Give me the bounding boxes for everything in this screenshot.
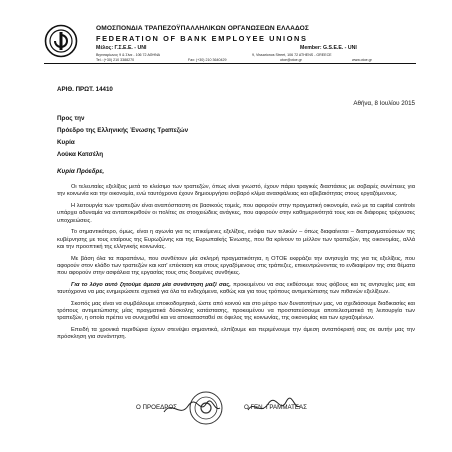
paragraph-6: Σκοπός μας είναι να συμβάλουμε εποικοδομητικά, ώστε από κοινού και στο μέτρο των δυνατοτήτων μας, να σχεδιάσουμε διαδικασίες και τρόπους αντιμετώπισης μίας πραγματικά δύσκολης κατάστασης, προκειμένου να προστατεύσουμε αποτελεσματικά τη λειτουργία των τραπεζών, η οποία πρέπει να συνεχισθεί και να αποκατασταθεί σε όφελος της κοινωνίας, της οικονομίας και των εργαζομένων. — [57, 300, 415, 322]
meeting-request-bold: Για το λόγο αυτό ζητούμε άμεσα μία συνάντηση μαζί σας, — [71, 281, 231, 288]
website: www.otoe.gr — [352, 58, 372, 62]
recipient-line-2: Πρόεδρο της Ελληνικής Ένωσης Τραπεζών — [57, 127, 189, 134]
address-greek: Βησσαρίωνος 9 & Σίνα - 106 72 ΑΘΗΝΑ — [96, 53, 161, 57]
president-title: Ο ΠΡΟΕΔΡΟΣ — [136, 404, 177, 411]
paragraph-5-rest: προκειμένου να σας εκθέσουμε τους φόβους και τις ανησυχίες μας και ταυτόχρονα να μας ενημερώσετε σχετικά για όλα τα ενδεχόμενα, καθώς και για τους τρόπους αντιμετώπισης των πιθανών εξελίξεων. — [57, 281, 415, 296]
recipient-line-3: Κυρία — [57, 139, 75, 146]
address-english: 9, Vissarionos Street, 106 72 ATHENS - GREECE — [252, 53, 332, 57]
protocol-number: ΑΡΙΘ. ΠΡΩΤ. 14410 — [57, 86, 113, 93]
email-address: otoe@otoe.gr — [280, 58, 302, 62]
general-secretary-title: Ο ΓΕΝ. ΓΡΑΜΜΑΤΕΑΣ — [244, 404, 308, 411]
paragraph-2: Η λειτουργία των τραπεζών είναι αναπόσπαστη σε βασικούς τομείς, που αφορούν στην πραγματική οικονομία, ενώ με τα capital controls υπάρχει αδυναμία να ανταποκριθούν οι πολίτες σε στοιχειώδεις ανάγκες, που αφορούν στην καθημερινότητά τους και σε διάφορες τρέχουσες υποχρεώσεις. — [57, 202, 415, 224]
paragraph-7: Επειδή τα χρονικά περιθώρια έχουν στενέψει σημαντικά, ελπίζουμε και περιμένουμε την άμεση ανταπόκρισή σας σε αυτήν μας την πρόσκληση για συνάντηση. — [57, 327, 415, 341]
fax-number: Fax: (+30) 210 3640429 — [188, 58, 227, 62]
recipient-line-4: Λούκα Κατσέλη — [57, 151, 104, 158]
handwritten-signatures — [162, 396, 302, 420]
letter-body — [57, 184, 415, 346]
org-name-greek: ΟΜΟΣΠΟΝΔΙΑ ΤΡΑΠΕΖΟΫΠΑΛΛΗΛΙΚΩΝ ΟΡΓΑΝΩΣΕΩΝ ΕΛΛΑΔΟΣ — [96, 25, 309, 32]
recipient-line-1: Προς την — [57, 115, 85, 122]
letter-date: Αθήνα, 8 Ιουλίου 2015 — [353, 100, 415, 107]
letterhead-divider — [44, 63, 416, 64]
salutation: Κυρία Πρόεδρε, — [57, 168, 105, 175]
paragraph-3: Το σημαντικότερο, όμως, είναι η αγωνία για τις επικείμενες εξελίξεις, ενόψει των τελικών – όπως διαφαίνεται – διαπραγματεύσεων της κυβέρνησης με τους εταίρους της Ευρωζώνης και της Ευρωπαϊκής Ένωσης, που θα κρίνουν το μέλλον των τραπεζών, της οικονομίας, αλλά και την προοπτική της ελληνικής κοινωνίας. — [57, 229, 415, 250]
org-name-english: FEDERATION OF BANK EMPLOYEE UNIONS — [96, 34, 308, 43]
paragraph-1: Οι τελευταίες εξελίξεις μετά το κλείσιμο των τραπεζών, όπως είναι γνωστό, έχουν πάρει τραγικές διαστάσεις με σοβαρές συνέπειες για την κοινωνία και την οικονομία, ενώ ταυτόχρονα έχουν δημιουργήσει σοβαρό κλίμα ανασφάλειας και αβεβαιότητας στους εργαζόμενους. — [57, 184, 415, 198]
membership-greek: Μέλος: Γ.Σ.Ε.Ε. - UNI — [96, 45, 147, 51]
paragraph-4: Με βάση όλα τα παραπάνω, που συνθέτουν μία σκληρή πραγματικότητα, η ΟΤΟΕ εκφράζει την ανησυχία της για τις εξελίξεις, που αφορούν στον κλάδο των τραπεζών και κατ' επέκταση και στους εργαζόμενους στις τράπεζες, επικεντρώνοντας το ενδιαφέρον της στα θέματα που αφορούν στην ασφάλεια της εργασίας τους στις δοσμένες συνθήκες. — [57, 255, 415, 277]
phone-number: Tel.: (+30) 210 3388270 — [96, 58, 135, 62]
federation-logo — [44, 24, 78, 58]
membership-english: Member: G.S.E.E. - UNI — [300, 45, 357, 51]
paragraph-5 — [57, 282, 415, 297]
